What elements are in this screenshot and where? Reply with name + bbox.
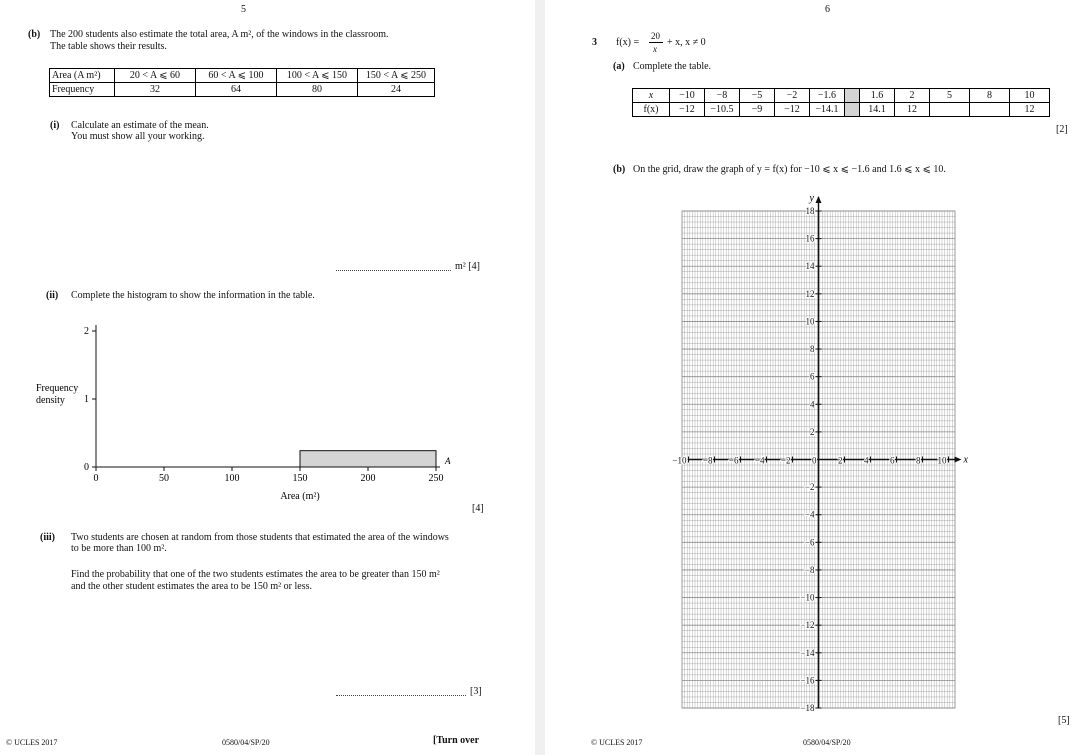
- y-axis-label-2: density: [36, 395, 65, 406]
- x-tick-label: −10: [672, 455, 687, 466]
- table-cell: 24: [358, 83, 435, 97]
- x-variable-label: A: [445, 456, 451, 466]
- answer-unit: m² [4]: [455, 261, 480, 272]
- table-cell: −12: [775, 103, 810, 117]
- function-numerator: 20: [651, 31, 660, 41]
- table-cell: −10.5: [705, 103, 740, 117]
- y-tick-label: 8: [810, 344, 815, 355]
- table-cell: −14.1: [810, 103, 845, 117]
- y-tick-label: 2: [810, 426, 815, 437]
- x-tick-label: 200: [360, 473, 376, 484]
- x-tick-label: 0: [812, 455, 817, 466]
- right-page: [545, 0, 1080, 755]
- y-tick-label: −10: [800, 592, 815, 603]
- function-denominator: x: [653, 44, 657, 54]
- y-tick-label: −6: [804, 537, 815, 548]
- y-tick-label: 16: [805, 233, 815, 244]
- part-b-text: On the grid, draw the graph of y = f(x) for −10 ⩽ x ⩽ −1.6 and 1.6 ⩽ x ⩽ 10.: [633, 164, 946, 175]
- part-b-text-2: The table shows their results.: [50, 41, 167, 52]
- part-iii-marks: [3]: [470, 686, 482, 697]
- part-a-marks: [2]: [1056, 124, 1068, 135]
- x-tick-label: 4: [864, 455, 869, 466]
- y-tick-label: 6: [810, 371, 815, 382]
- part-iii-text-3: Find the probability that one of the two students estimates the area to be greater than 150 m²: [71, 569, 440, 580]
- x-tick-label: 0: [93, 473, 99, 484]
- table-cell: 5: [930, 89, 970, 103]
- y-tick-label: 4: [810, 399, 815, 410]
- footer-copyright: © UCLES 2017: [591, 738, 643, 747]
- y-tick-label: 2: [84, 326, 89, 337]
- y-tick-label: 18: [805, 206, 815, 216]
- answer-line[interactable]: [336, 695, 466, 696]
- function-prefix: f(x) =: [616, 37, 640, 48]
- table-cell: 12: [895, 103, 930, 117]
- part-iii-label: (iii): [40, 532, 55, 543]
- table-cell: −1.6: [810, 89, 845, 103]
- table-header-frequency: Frequency: [50, 83, 115, 97]
- histogram-marks: [4]: [472, 503, 484, 514]
- y-axis-label: y: [809, 193, 814, 204]
- part-ii-text: Complete the histogram to show the information in the table.: [71, 290, 315, 301]
- table-cell: 80: [277, 83, 358, 97]
- y-tick-label: −14: [800, 647, 815, 658]
- table-cell: 20 < A ⩽ 60: [115, 69, 196, 83]
- part-ii-label: (ii): [46, 290, 59, 301]
- part-i-label: (i): [50, 120, 60, 131]
- table-header-x: x: [633, 89, 670, 103]
- part-b-marks: [5]: [1058, 715, 1070, 726]
- table-cell: −9: [740, 103, 775, 117]
- table-cell: 14.1: [860, 103, 895, 117]
- left-page: [0, 0, 535, 755]
- table-header-area: Area (A m²): [50, 69, 115, 83]
- table-header-fx: f(x): [633, 103, 670, 117]
- page-number: 5: [241, 4, 246, 15]
- footer-turn-over: [Turn over: [433, 735, 480, 746]
- table-cell: 12: [1010, 103, 1050, 117]
- footer-code: 0580/04/SP/20: [222, 738, 270, 747]
- x-tick-label: −2: [780, 455, 791, 466]
- part-b-label: (b): [613, 164, 626, 175]
- x-axis-label: x: [963, 454, 968, 466]
- table-cell: 2: [895, 89, 930, 103]
- table-cell: 1.6: [860, 89, 895, 103]
- y-axis-label: Frequency: [36, 383, 79, 394]
- part-iii-text-2: to be more than 100 m².: [71, 543, 167, 554]
- x-tick-label: 6: [890, 455, 895, 466]
- x-tick-label: −8: [702, 455, 713, 466]
- table-cell: 8: [970, 89, 1010, 103]
- y-tick-label: −8: [804, 564, 815, 575]
- y-tick-label: −4: [804, 509, 815, 520]
- part-a-label: (a): [613, 61, 625, 72]
- table-cell: −8: [705, 89, 740, 103]
- part-i-text: Calculate an estimate of the mean.: [71, 120, 209, 131]
- y-tick-label: 10: [805, 316, 815, 327]
- x-tick-label: 2: [838, 455, 843, 466]
- y-tick-label: 14: [805, 261, 815, 272]
- table-cell: −10: [670, 89, 705, 103]
- x-tick-label: −6: [728, 455, 739, 466]
- x-tick-label: 50: [159, 473, 169, 484]
- x-axis-arrow: [955, 457, 962, 463]
- histogram-bar: [300, 451, 436, 467]
- table-cell: 150 < A ⩽ 250: [358, 69, 435, 83]
- part-b-text: The 200 students also estimate the total area, A m², of the windows in the classroom.: [50, 29, 389, 40]
- part-i-text-2: You must show all your working.: [71, 131, 205, 142]
- x-axis-label: Area (m²): [280, 491, 320, 502]
- table-cell: 64: [196, 83, 277, 97]
- y-tick-label: −16: [800, 675, 815, 686]
- y-tick-label: 12: [805, 288, 815, 299]
- part-iii-text-4: and the other student estimates the area to be 150 m² or less.: [71, 581, 312, 592]
- x-tick-label: 250: [428, 473, 444, 484]
- footer-copyright: © UCLES 2017: [6, 738, 58, 747]
- y-tick-label: 1: [84, 394, 89, 405]
- y-tick-label: 0: [84, 462, 89, 473]
- x-tick-label: 10: [937, 455, 947, 466]
- footer-code: 0580/04/SP/20: [803, 738, 851, 747]
- table-cell: 60 < A ⩽ 100: [196, 69, 277, 83]
- y-tick-label: −2: [804, 482, 815, 493]
- question-number: 3: [592, 37, 597, 48]
- y-tick-label: −18: [800, 703, 815, 713]
- x-tick-label: 100: [224, 473, 240, 484]
- table-cell: 32: [115, 83, 196, 97]
- part-b-label: (b): [28, 29, 41, 40]
- table-cell: 10: [1010, 89, 1050, 103]
- part-iii-text: Two students are chosen at random from those students that estimated the area of the windows: [71, 532, 449, 543]
- table-cell: −12: [670, 103, 705, 117]
- page-number: 6: [825, 4, 830, 15]
- x-tick-label: 8: [916, 455, 921, 466]
- y-tick-label: −12: [800, 620, 815, 631]
- table-cell: −2: [775, 89, 810, 103]
- function-suffix: + x, x ≠ 0: [667, 37, 706, 48]
- table-cell: 100 < A ⩽ 150: [277, 69, 358, 83]
- graph-grid[interactable]: [545, 0, 1080, 720]
- table-cell: −5: [740, 89, 775, 103]
- x-tick-label: 150: [292, 473, 308, 484]
- histogram[interactable]: [0, 0, 535, 520]
- x-tick-label: −4: [754, 455, 765, 466]
- y-axis-arrow: [816, 196, 822, 203]
- part-a-text: Complete the table.: [633, 61, 712, 72]
